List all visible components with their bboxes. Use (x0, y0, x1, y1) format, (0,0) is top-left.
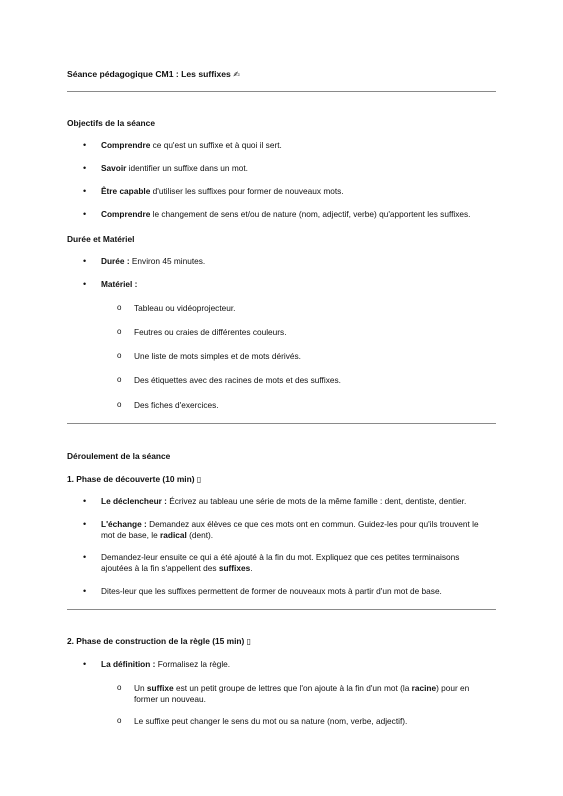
list-item: Le déclencheur : Écrivez au tableau une série de mots de la même famille : dent, dentiste, dentier. (101, 496, 467, 506)
placeholder-glyph-icon: ▯ (196, 475, 202, 484)
bullet-marker: • (83, 186, 87, 196)
divider (67, 91, 496, 92)
circle-marker: o (117, 375, 122, 384)
list-item: Dites-leur que les suffixes permettent de former de nouveaux mots à partir d'un mot de base. (101, 586, 442, 596)
section-heading-duree: Durée et Matériel (67, 234, 135, 244)
divider (67, 609, 496, 610)
bullet-marker: • (83, 256, 87, 266)
sub-list-item: Des fiches d'exercices. (134, 400, 219, 410)
list-item: Demandez-leur ensuite ce qui a été ajouté à la fin du mot. Expliquez que ces petites terminaisons ajoutées à la fin s'appellent des suffixes. (101, 552, 460, 573)
bullet-marker: • (83, 209, 87, 219)
bullet-marker: • (83, 279, 87, 289)
circle-marker: o (117, 303, 122, 312)
bullet-marker: • (83, 586, 87, 596)
sub-list-item: Des étiquettes avec des racines de mots et des suffixes. (134, 375, 341, 385)
circle-marker: o (117, 327, 122, 336)
section-heading-objectifs: Objectifs de la séance (67, 118, 155, 128)
circle-marker: o (117, 716, 122, 725)
list-item: Être capable d'utiliser les suffixes pour former de nouveaux mots. (101, 186, 344, 196)
page-title (67, 69, 240, 79)
list-item: Comprendre ce qu'est un suffixe et à quoi il sert. (101, 140, 282, 150)
circle-marker: o (117, 351, 122, 360)
list-item-duree: Durée : Environ 45 minutes. (101, 256, 206, 266)
divider (67, 423, 496, 424)
bullet-marker: • (83, 140, 87, 150)
title-text: Séance pédagogique CM1 : Les suffixes (67, 69, 231, 79)
circle-marker: o (117, 683, 122, 692)
sub-list-item: Une liste de mots simples et de mots dérivés. (134, 351, 301, 361)
sub-list-item: Tableau ou vidéoprojecteur. (134, 303, 236, 313)
bullet-marker: • (83, 552, 87, 562)
list-item: Comprendre le changement de sens et/ou de nature (nom, adjectif, verbe) qu'apportent les suffixes. (101, 209, 471, 219)
bullet-marker: • (83, 519, 87, 529)
bullet-marker: • (83, 496, 87, 506)
list-item-definition: La définition : Formalisez la règle. (101, 659, 231, 669)
writing-hand-icon: ✍ (233, 70, 240, 79)
sub-list-item: Un suffixe est un petit groupe de lettres que l'on ajoute à la fin d'un mot (la racine) pour en former un nouveau. (134, 683, 470, 704)
list-item: Savoir identifier un suffixe dans un mot. (101, 163, 248, 173)
list-item-materiel: Matériel : (101, 279, 138, 289)
section-heading-deroulement: Déroulement de la séance (67, 451, 171, 461)
sub-list-item: Le suffixe peut changer le sens du mot ou sa nature (nom, verbe, adjectif). (134, 716, 408, 726)
phase-2-title: 2. Phase de construction de la règle (15 min) ▯ (67, 636, 252, 646)
phase-1-title: 1. Phase de découverte (10 min) ▯ (67, 474, 202, 484)
sub-list-item: Feutres ou craies de différentes couleurs. (134, 327, 287, 337)
circle-marker: o (117, 400, 122, 409)
bullet-marker: • (83, 163, 87, 173)
bullet-marker: • (83, 659, 87, 669)
list-item: L'échange : Demandez aux élèves ce que ces mots ont en commun. Guidez-les pour qu'ils trouvent le mot de base, le radical (dent). (101, 519, 479, 540)
placeholder-glyph-icon: ▯ (246, 637, 252, 646)
